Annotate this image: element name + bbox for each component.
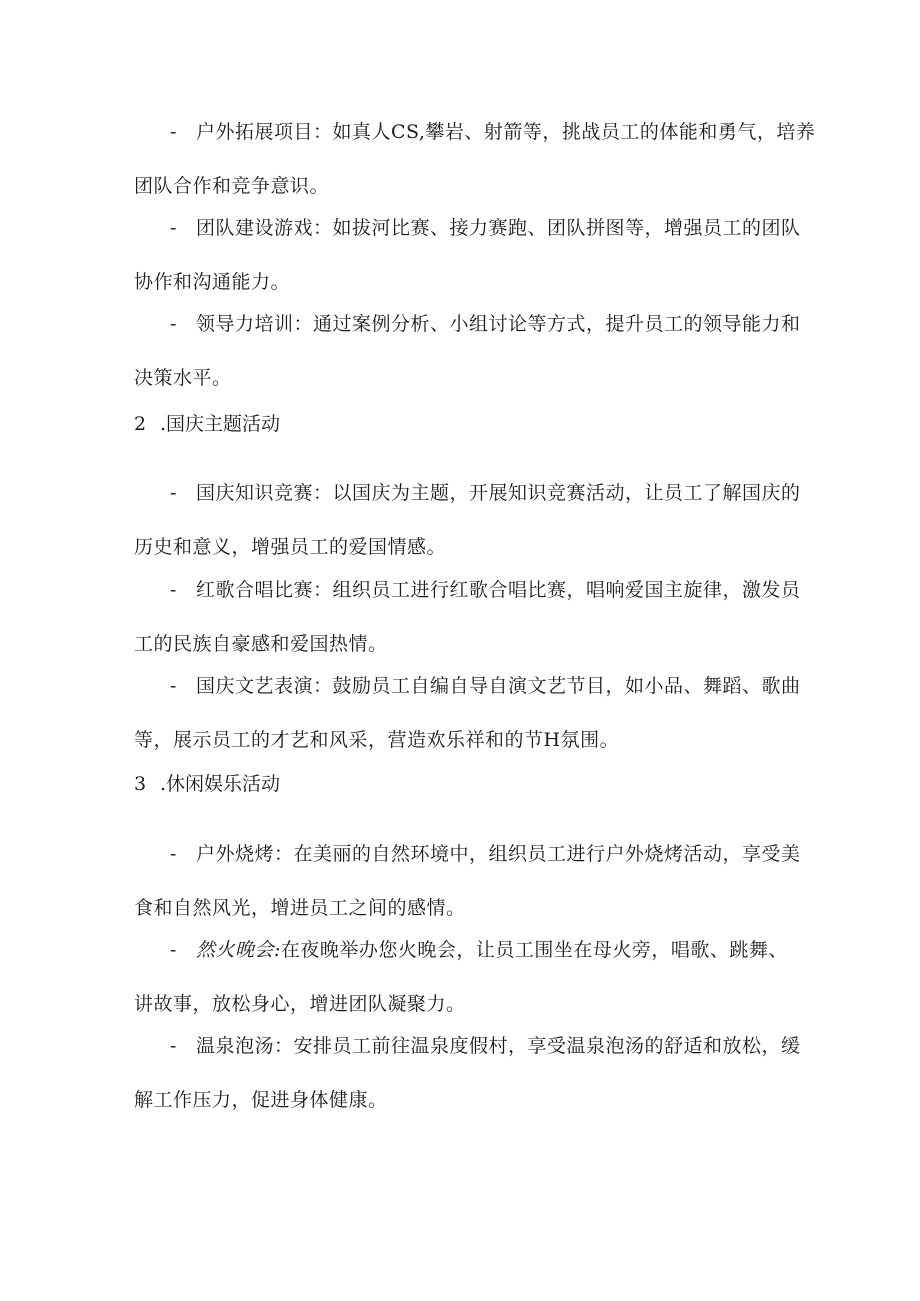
bullet-dash: - [170, 1035, 177, 1057]
item-text: 户外拓展项目：如真人CS,攀岩、射箭等，挑战员工的体能和勇气，培养 [196, 121, 816, 143]
item-text-continued: 等，展示员工的才艺和风采，营造欢乐祥和的节H氛围。 [134, 729, 620, 751]
item-text-continued: 讲故事，放松身心，增进团队凝聚力。 [134, 993, 466, 1015]
item-text-continued: 解工作压力，促进身体健康。 [134, 1089, 388, 1111]
item-text: 国庆知识竞赛：以国庆为主题，开展知识竞赛活动，让员工了解国庆的 [196, 482, 801, 504]
bullet-dash: - [170, 313, 177, 335]
bullet-dash: - [170, 675, 177, 697]
bullet-dash: - [170, 121, 177, 143]
bullet-dash: - [170, 482, 177, 504]
list-item [134, 1019, 801, 1127]
list-item [134, 466, 801, 574]
item-text-continued: 团队合作和竞争意识。 [134, 175, 330, 197]
bullet-dash: - [170, 579, 177, 601]
section-heading [134, 769, 280, 799]
item-text: 国庆文艺表演：鼓励员工自编自导自演文艺节目，如小品、舞蹈、歌曲 [196, 675, 801, 697]
item-text-continued: 决策水平。 [134, 367, 232, 389]
item-text: 在夜晚举办您火晚会，让员工围坐在母火旁，唱歌、跳舞、 [280, 939, 788, 961]
item-text: 红歌合唱比赛：组织员工进行红歌合唱比赛，唱响爱国主旋律，激发员 [196, 579, 801, 601]
item-text-continued: 工的民族自豪感和爱国热情。 [134, 633, 388, 655]
bullet-dash: - [170, 217, 177, 239]
section-number: 3 [134, 773, 147, 795]
list-item [134, 659, 801, 767]
item-text-continued: 协作和沟通能力。 [134, 271, 291, 293]
list-item [134, 827, 801, 935]
item-text: 团队建设游戏：如拔河比赛、接力赛跑、团队拼图等，增强员工的团队 [196, 217, 801, 239]
list-item [134, 563, 801, 671]
item-text: 温泉泡汤：安排员工前往温泉度假村，享受温泉泡汤的舒适和放松，缓 [196, 1035, 801, 1057]
section-number: 2 [134, 413, 147, 435]
list-item [134, 105, 816, 213]
item-lead-italic: 然火晚会: [196, 939, 281, 961]
list-item [134, 297, 801, 405]
section-title: .国庆主题活动 [160, 413, 281, 435]
bullet-dash: - [170, 939, 177, 961]
section-title: .休闲娱乐活动 [160, 773, 281, 795]
item-text-continued: 食和自然风光，增进员工之间的感情。 [134, 897, 466, 919]
item-text-continued: 历史和意义，增强员工的爱国情感。 [134, 536, 447, 558]
list-item [134, 923, 794, 1031]
section-heading [134, 409, 280, 439]
item-text: 领导力培训：通过案例分析、小组讨论等方式，提升员工的领导能力和 [196, 313, 801, 335]
item-text: 户外烧烤：在美丽的自然环境中，组织员工进行户外烧烤活动，享受美 [196, 843, 801, 865]
bullet-dash: - [170, 843, 177, 865]
list-item [134, 201, 801, 309]
